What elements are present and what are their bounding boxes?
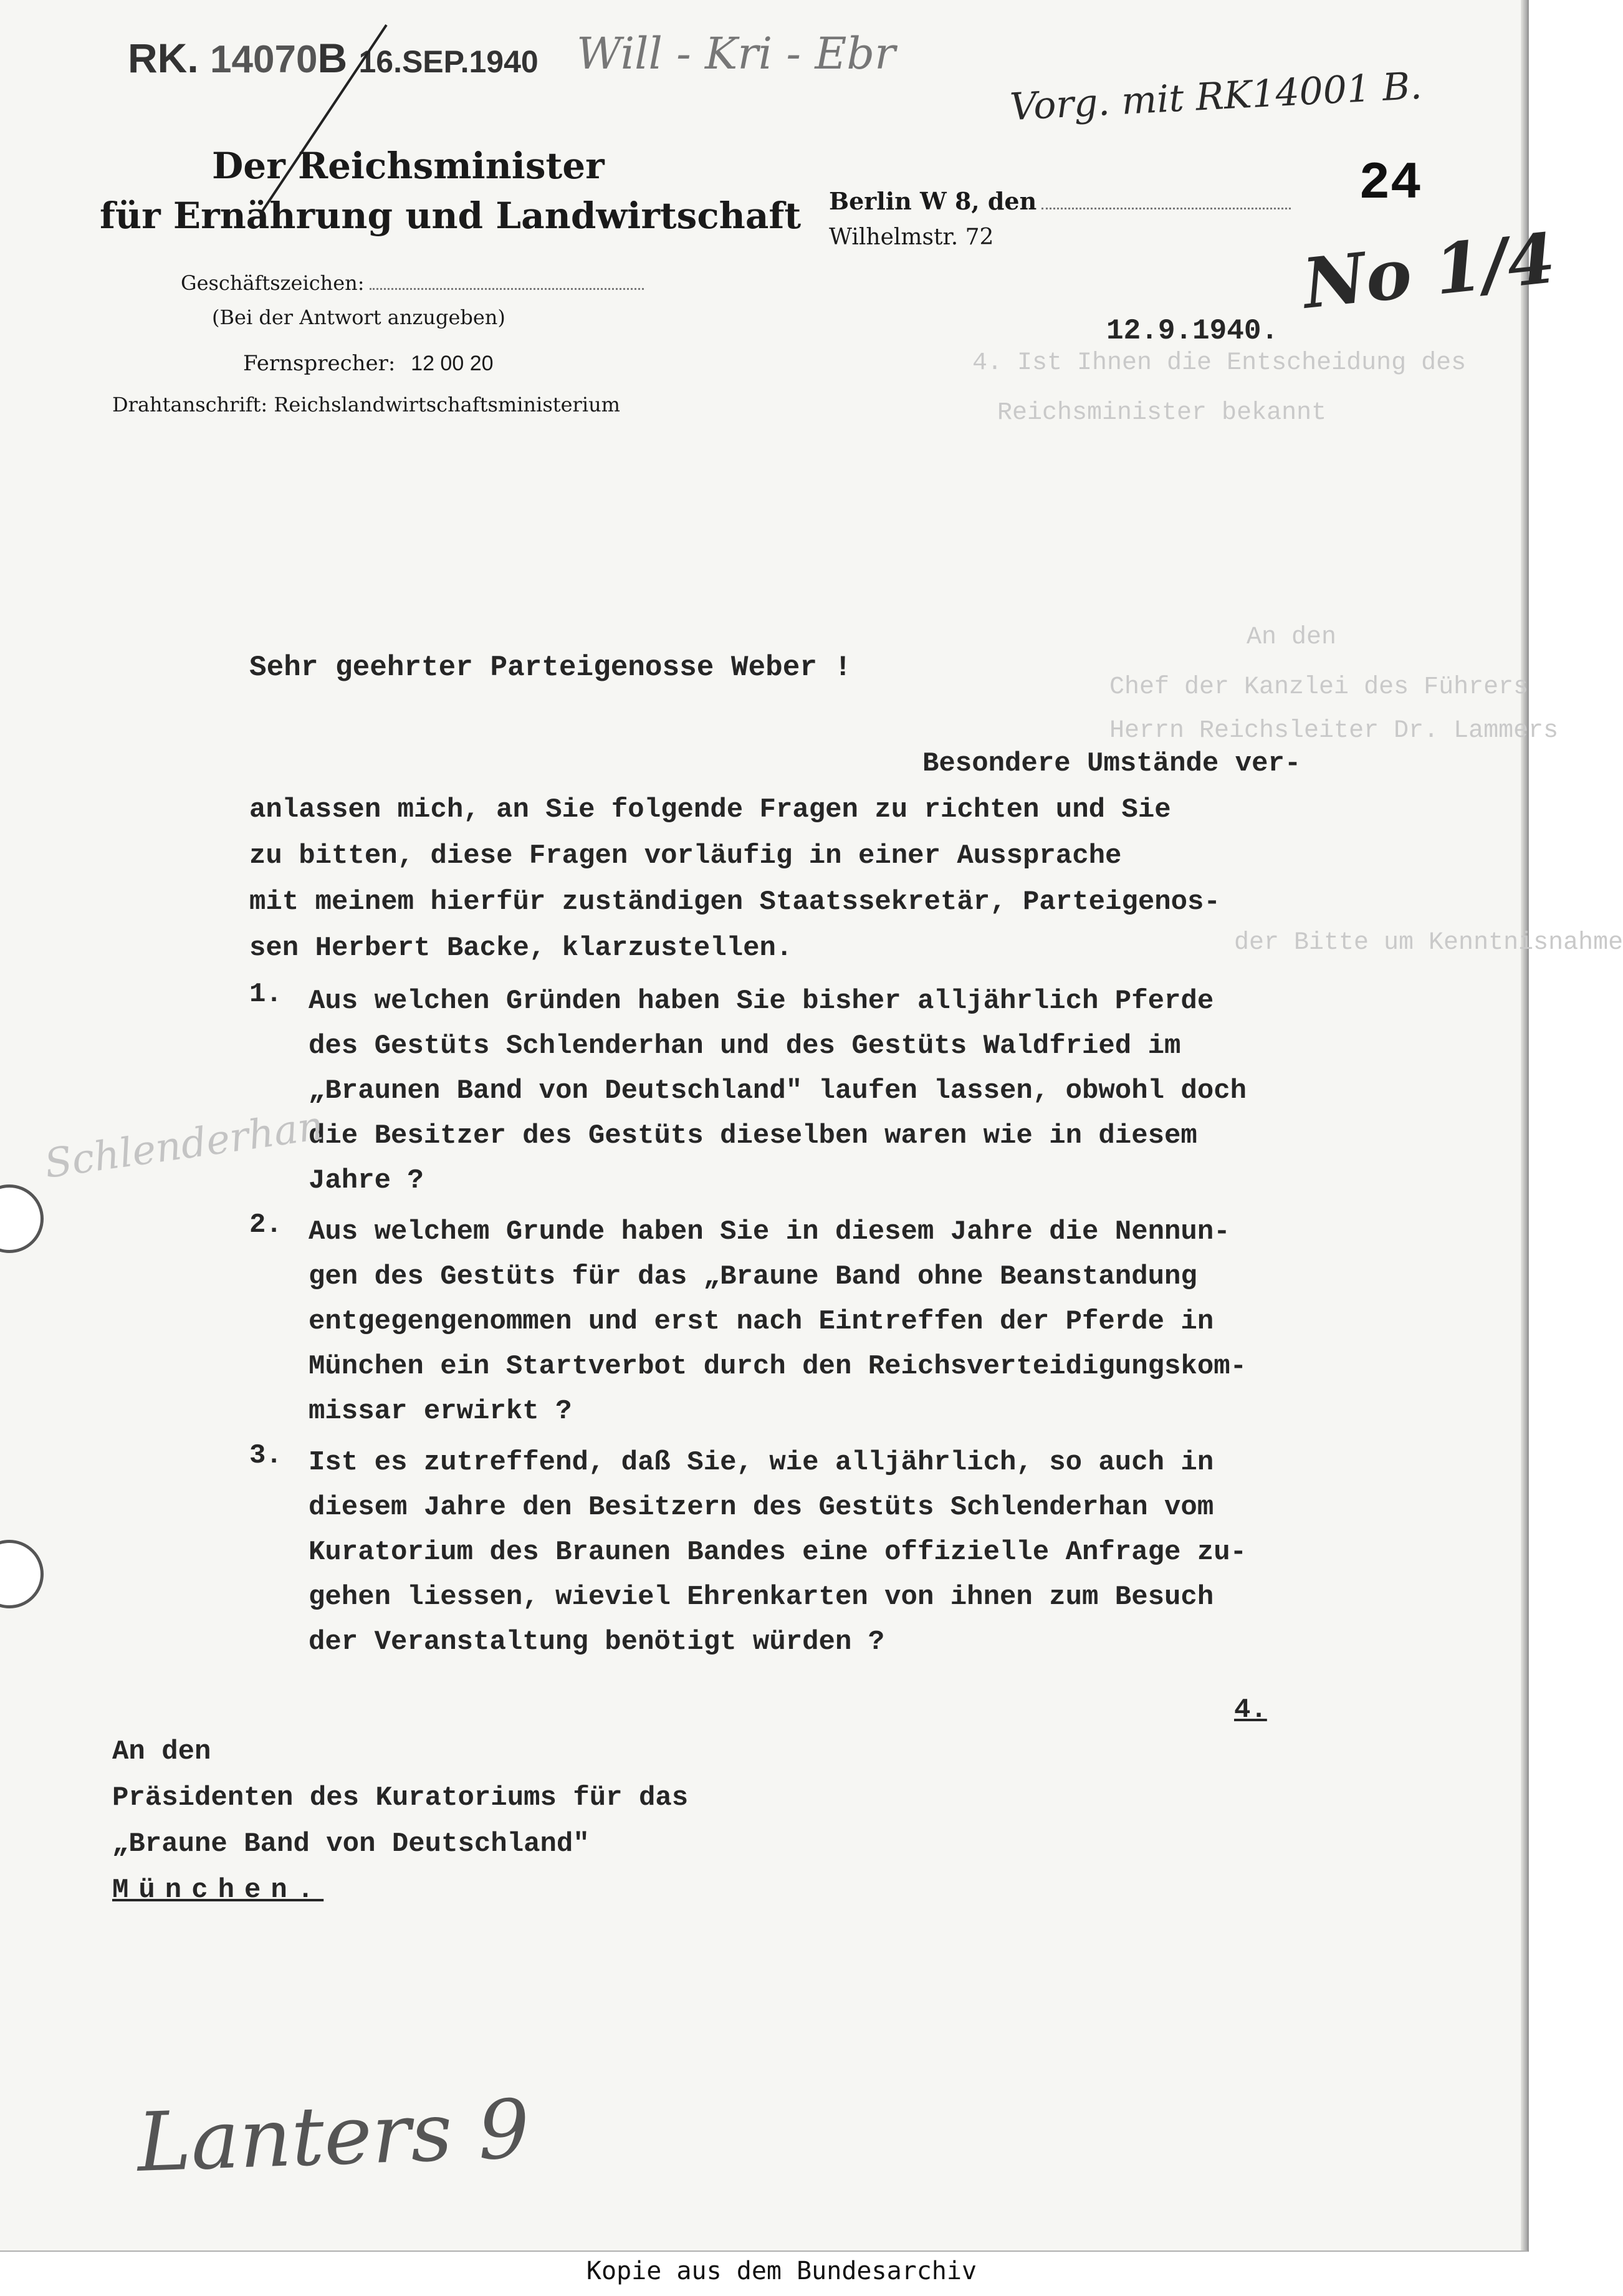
handwritten-archive-note: Lanters 9 xyxy=(135,2082,532,2190)
telegram-label: Drahtanschrift: xyxy=(112,393,268,416)
bleedthrough-line: Herrn Reichsleiter Dr. Lammers xyxy=(1109,717,1559,745)
punch-hole xyxy=(0,1540,44,1608)
letterhead-title: Der Reichsminister xyxy=(212,145,605,187)
pen-stroke xyxy=(249,19,405,218)
recipient-city: München. xyxy=(112,1875,324,1906)
question-line: München ein Startverbot durch den Reichsverteidigungskom- xyxy=(309,1351,1247,1382)
question-line: Aus welchen Gründen haben Sie bisher alljährlich Pferde xyxy=(309,986,1214,1017)
stamp-date: 16.SEP.1940 xyxy=(358,44,539,79)
faint-margin-scribble: Schlenderhan xyxy=(42,1103,327,1188)
question-1 xyxy=(309,979,1247,1203)
city-label: Berlin W 8, den xyxy=(829,187,1037,215)
letter-date: 12.9.1940. xyxy=(1106,315,1279,347)
bleedthrough-line: Reichsminister bekannt xyxy=(997,399,1327,427)
salutation: Sehr geehrter Parteigenosse Weber ! xyxy=(249,651,852,684)
continuation-marker: 4. xyxy=(1234,1694,1267,1726)
question-line: missar erwirkt ? xyxy=(309,1396,572,1427)
letterhead-ministry: für Ernährung und Landwirtschaft xyxy=(100,195,802,237)
telegram-row xyxy=(112,393,620,416)
question-2 xyxy=(309,1209,1247,1434)
recipient-line: An den xyxy=(112,1736,211,1767)
handwritten-file-number: No 1/4 xyxy=(1299,218,1559,324)
question-3 xyxy=(309,1440,1247,1664)
question-number: 3. xyxy=(249,1440,282,1471)
stamp-handwritten-note: Will - Kri - Ebr xyxy=(577,28,896,79)
recipient-line: „Braune Band von Deutschland" xyxy=(112,1828,590,1860)
bleedthrough-line: 4. Ist Ihnen die Entscheidung des xyxy=(972,349,1467,377)
question-line: entgegengenommen und erst nach Eintreffen der Pferde in xyxy=(309,1306,1214,1337)
bleedthrough-line: An den xyxy=(1247,623,1337,651)
stamp-suffix: B xyxy=(317,35,348,81)
question-line: Kuratorium des Braunen Bandes eine offizielle Anfrage zu- xyxy=(309,1537,1247,1568)
intro-line: Besondere Umstände ver- xyxy=(922,748,1301,779)
stamp-prefix: RK. xyxy=(128,35,199,81)
question-line: Jahre ? xyxy=(309,1165,424,1196)
question-line: des Gestüts Schlenderhan und des Gestüts Waldfried im xyxy=(309,1030,1181,1062)
reference-label: Geschäftszeichen: xyxy=(181,271,365,295)
question-line: gehen liessen, wieviel Ehrenkarten von ihnen zum Besuch xyxy=(309,1582,1214,1613)
reference-note: (Bei der Antwort anzugeben) xyxy=(212,305,505,329)
phone-label: Fernsprecher: xyxy=(243,351,396,376)
phone-number: 12 00 20 xyxy=(411,352,494,375)
bleedthrough-line: Chef der Kanzlei des Führers xyxy=(1109,673,1529,701)
intro-line: anlassen mich, an Sie folgende Fragen zu richten und Sie xyxy=(249,794,1171,825)
intro-line: zu bitten, diese Fragen vorläufig in einer Aussprache xyxy=(249,840,1122,872)
handwritten-reference-note: Vorg. mit RK14001 B. xyxy=(1008,64,1423,130)
question-number: 1. xyxy=(249,979,282,1010)
question-line: diesem Jahre den Besitzern des Gestüts Schlenderhan vom xyxy=(309,1492,1214,1523)
question-line: die Besitzer des Gestüts dieselben waren wie in diesem xyxy=(309,1120,1197,1151)
page-number: 24 xyxy=(1359,155,1422,214)
punch-hole xyxy=(0,1184,44,1253)
question-line: Ist es zutreffend, daß Sie, wie alljährlich, so auch in xyxy=(309,1447,1214,1478)
reference-blank xyxy=(370,283,644,290)
recipient-line: Präsidenten des Kuratoriums für das xyxy=(112,1782,689,1813)
intro-line: mit meinem hierfür zuständigen Staatssekretär, Parteigenos- xyxy=(249,886,1220,918)
bleedthrough-line: der Bitte um Kenntnisnahme xyxy=(1234,929,1623,957)
question-number: 2. xyxy=(249,1209,282,1241)
phone-row xyxy=(243,351,494,376)
question-line: gen des Gestüts für das „Braune Band ohne Beanstandung xyxy=(309,1261,1197,1292)
question-line: Aus welchem Grunde haben Sie in diesem Jahre die Nennun- xyxy=(309,1216,1230,1247)
archive-caption: Kopie aus dem Bundesarchiv xyxy=(586,2257,977,2285)
date-blank xyxy=(1041,203,1291,209)
city-row xyxy=(829,187,1291,215)
reference-row xyxy=(181,271,644,295)
question-line: „Braunen Band von Deutschland" laufen lassen, obwohl doch xyxy=(309,1075,1247,1107)
stamp-number: 14070 xyxy=(210,38,318,81)
telegram-address: Reichslandwirtschaftsministerium xyxy=(274,393,621,416)
intro-line: sen Herbert Backe, klarzustellen. xyxy=(249,933,793,964)
street-address: Wilhelmstr. 72 xyxy=(829,224,994,250)
question-line: der Veranstaltung benötigt würden ? xyxy=(309,1626,885,1658)
page-edge xyxy=(1521,0,1527,2250)
